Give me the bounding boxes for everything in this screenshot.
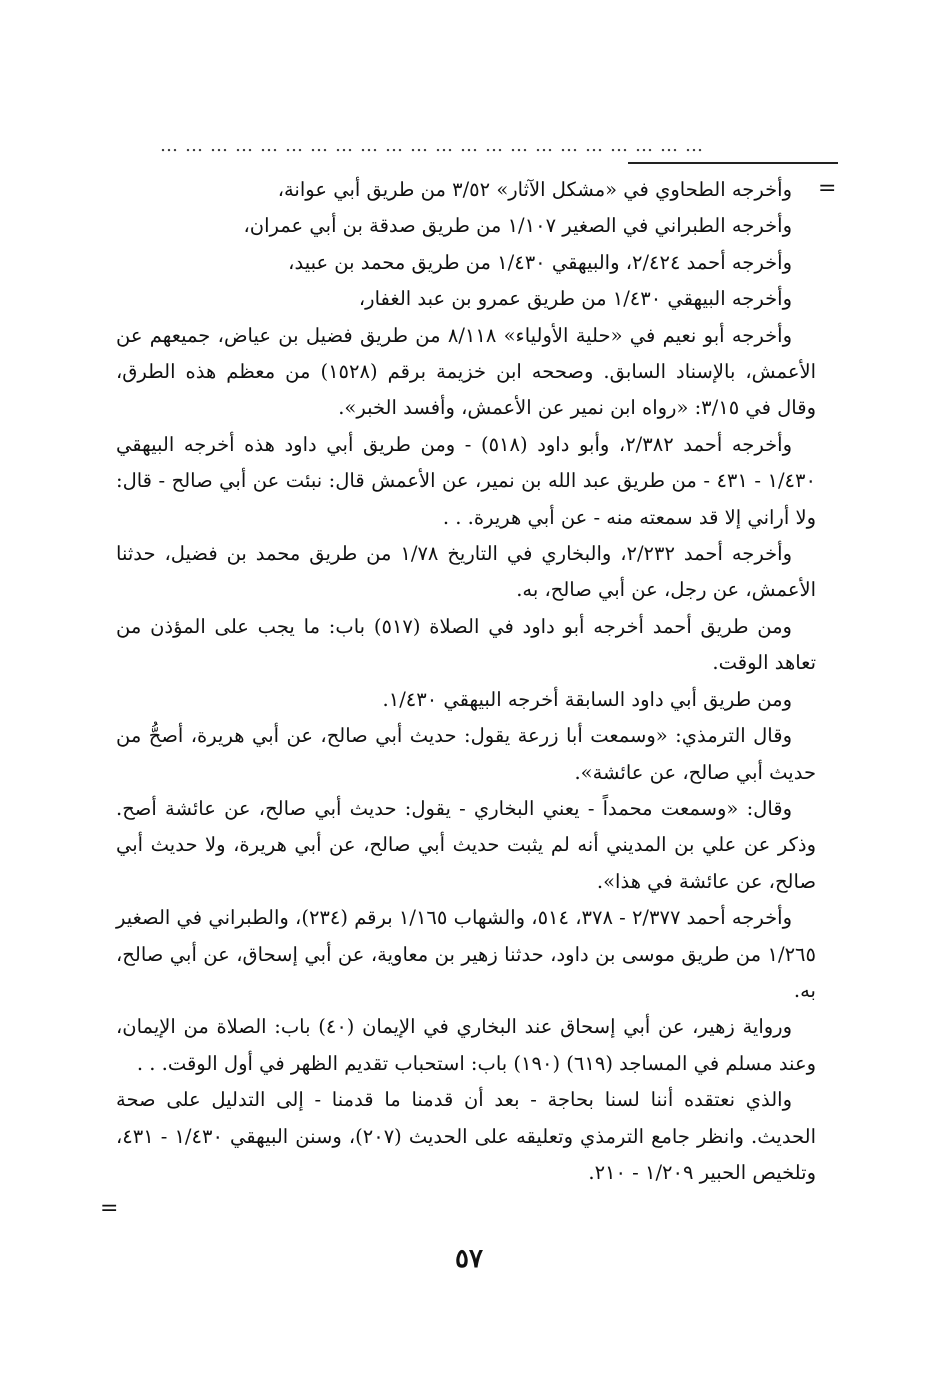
paragraph-12: وأخرجه أحمد ٢/٣٧٧ - ٣٧٨، ٥١٤، والشهاب ١/١٦٥ برقم (٢٣٤)، والطبراني في الصغير ١/٢٦٥ من طريق موسى بن داود، حدثنا زهير بن معاوية، عن أبي إسحاق، عن أبي صالح، به. bbox=[116, 906, 816, 1002]
paragraph-13: ورواية زهير، عن أبي إسحاق عند البخاري في الإيمان (٤٠) باب: الصلاة من الإيمان، وعند مسلم في المساجد (٦١٩) (١٩٠) باب: استحباب تقديم الظهر في أول الوقت. . . bbox=[116, 1015, 816, 1075]
page-number: ٥٧ bbox=[455, 1244, 483, 1274]
continuation-mark-bottom: = bbox=[100, 1196, 119, 1221]
footnote-body bbox=[116, 172, 816, 1191]
footnote-rule bbox=[628, 162, 838, 164]
paragraph-6: وأخرجه أحمد ٢/٣٨٢، وأبو داود (٥١٨) - ومن طريق أبي داود هذه أخرجه البيهقي ١/٤٣٠ - ٤٣١ - من طريق عبد الله بن نمير، عن الأعمش قال: نبئت عن أبي صالح - قال: ولا أراني إلا قد سمعته منه - عن أبي هريرة. . . bbox=[116, 432, 816, 529]
footnote-dotted-separator: ………………………………………………………… bbox=[160, 136, 710, 156]
paragraph-4: وأخرجه البيهقي ١/٤٣٠ من طريق عمرو بن عبد الغفار، bbox=[358, 287, 792, 311]
paragraph-10: وقال الترمذي: «وسمعت أبا زرعة يقول: حديث أبي صالح، عن أبي هريرة، أصحُّ من حديث أبي صالح، عن عائشة». bbox=[116, 724, 816, 784]
continuation-mark-top: = bbox=[818, 176, 837, 201]
paragraph-2: وأخرجه الطبراني في الصغير ١/١٠٧ من طريق صدقة بن أبي عمران، bbox=[243, 214, 792, 238]
paragraph-5: وأخرجه أبو نعيم في «حلية الأولياء» ٨/١١٨ من طريق فضيل بن عياض، جميعهم عن الأعمش، بالإسناد السابق. وصححه ابن خزيمة برقم (١٥٢٨) من معظم هذه الطرق، وقال في ٣/١٥: «رواه ابن نمير عن الأعمش، وأفسد الخبر». bbox=[116, 323, 816, 420]
paragraph-9: ومن طريق أبي داود السابقة أخرجه البيهقي ١/٤٣٠. bbox=[382, 687, 792, 711]
paragraph-11: وقال: «وسمعت محمداً - يعني البخاري - يقول: حديث أبي صالح، عن عائشة أصح. وذكر عن علي بن المديني أنه لم يثبت حديث أبي صالح، عن أبي هريرة، ولا حديث أبي صالح، عن عائشة في هذا». bbox=[116, 796, 816, 893]
paragraph-14: والذي نعتقده أننا لسنا بحاجة - بعد أن قدمنا ما قدمنا - إلى التدليل على صحة الحديث. وانظر جامع الترمذي وتعليقه على الحديث (٢٠٧)، وسنن البيهقي ١/٤٣٠ - ٤٣١، وتلخيص الحبير ١/٢٠٩ - ٢١٠. bbox=[116, 1088, 816, 1184]
paragraph-8: ومن طريق أحمد أخرجه أبو داود في الصلاة (٥١٧) باب: ما يجب على المؤذن من تعاهد الوقت. bbox=[116, 614, 816, 675]
paragraph-1: وأخرجه الطحاوي في «مشكل الآثار» ٣/٥٢ من طريق أبي عوانة، bbox=[277, 178, 792, 201]
paragraph-7: وأخرجه أحمد ٢/٢٣٢، والبخاري في التاريخ ١/٧٨ من طريق محمد بن فضيل، حدثنا الأعمش، عن رجل، عن أبي صالح، به. bbox=[116, 542, 816, 602]
paragraph-3: وأخرجه أحمد ٢/٤٢٤، والبيهقي ١/٤٣٠ من طريق محمد بن عبيد، bbox=[288, 250, 792, 274]
